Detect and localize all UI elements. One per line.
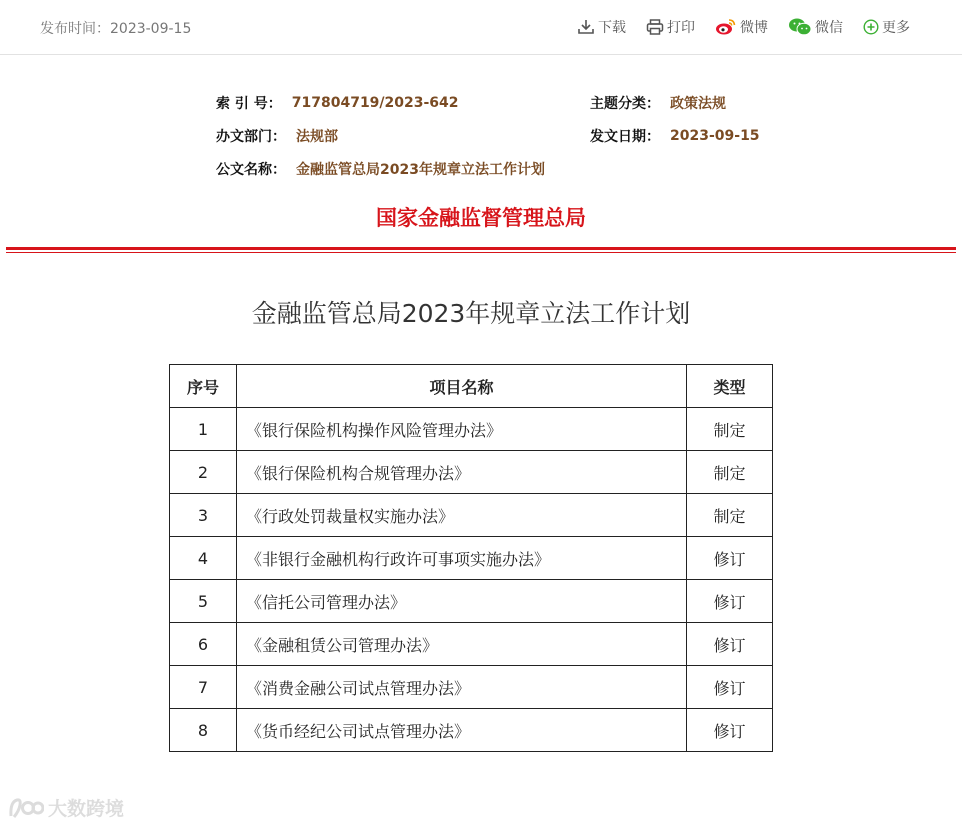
meta-index-no bbox=[216, 86, 545, 119]
meta-value: 717804719/2023-642 bbox=[291, 94, 459, 111]
project-name-text: 《银行保险机构合规管理办法》 bbox=[246, 463, 471, 483]
print-label: 打印 bbox=[667, 20, 695, 36]
row-project-name bbox=[237, 709, 687, 752]
table-row bbox=[170, 709, 773, 752]
meta-key: 索 引 号： bbox=[216, 95, 282, 112]
meta-value: 法规部 bbox=[296, 128, 338, 145]
meta-key: 办文部门： bbox=[216, 128, 286, 145]
table-row bbox=[170, 666, 773, 709]
header-index: 序号 bbox=[170, 365, 237, 408]
red-divider-thin bbox=[6, 252, 956, 253]
table-row bbox=[170, 623, 773, 666]
print-icon bbox=[646, 19, 664, 35]
row-project-name bbox=[237, 666, 687, 709]
doc-meta-right bbox=[590, 86, 760, 152]
meta-value: 金融监管总局2023年规章立法工作计划 bbox=[296, 161, 545, 178]
table-header-row bbox=[170, 365, 773, 408]
row-index: 1 bbox=[170, 408, 237, 451]
meta-key: 公文名称： bbox=[216, 161, 286, 178]
project-name-text: 《货币经纪公司试点管理办法》 bbox=[246, 721, 471, 741]
row-type: 修订 bbox=[687, 623, 773, 666]
meta-value: 政策法规 bbox=[670, 95, 726, 112]
row-project-name bbox=[237, 623, 687, 666]
row-type: 修订 bbox=[687, 580, 773, 623]
row-type: 制定 bbox=[687, 494, 773, 537]
row-project-name bbox=[237, 494, 687, 537]
weibo-label: 微博 bbox=[740, 20, 768, 36]
download-button[interactable] bbox=[577, 17, 626, 37]
row-index: 6 bbox=[170, 623, 237, 666]
row-index: 8 bbox=[170, 709, 237, 752]
legislation-plan-table bbox=[169, 364, 773, 752]
project-name-text: 《金融租赁公司管理办法》 bbox=[246, 635, 439, 655]
wechat-icon bbox=[788, 18, 812, 36]
download-label: 下载 bbox=[598, 20, 626, 36]
watermark-text: 大数跨境 bbox=[48, 798, 125, 820]
row-type: 修订 bbox=[687, 666, 773, 709]
row-index: 3 bbox=[170, 494, 237, 537]
row-index: 2 bbox=[170, 451, 237, 494]
watermark bbox=[8, 794, 124, 821]
more-share-button[interactable] bbox=[863, 17, 910, 37]
row-project-name bbox=[237, 580, 687, 623]
table-row bbox=[170, 580, 773, 623]
top-bar bbox=[0, 0, 962, 55]
plus-circle-icon bbox=[863, 19, 879, 35]
table-row bbox=[170, 408, 773, 451]
wechat-share-button[interactable] bbox=[788, 17, 843, 37]
project-name-text: 《消费金融公司试点管理办法》 bbox=[246, 678, 471, 698]
project-name-text: 《行政处罚裁量权实施办法》 bbox=[246, 506, 455, 526]
publish-time: 发布时间：2023-09-15 bbox=[40, 21, 192, 37]
wechat-label: 微信 bbox=[815, 20, 843, 36]
row-type: 制定 bbox=[687, 408, 773, 451]
row-index: 7 bbox=[170, 666, 237, 709]
project-name-text: 《信托公司管理办法》 bbox=[246, 592, 407, 612]
doc-meta-left bbox=[216, 86, 545, 185]
row-type: 制定 bbox=[687, 451, 773, 494]
meta-key: 主题分类： bbox=[590, 95, 660, 112]
meta-department bbox=[216, 119, 545, 152]
meta-category bbox=[590, 86, 760, 119]
row-index: 5 bbox=[170, 580, 237, 623]
row-type: 修订 bbox=[687, 709, 773, 752]
issuer-heading: 国家金融监督管理总局 bbox=[376, 206, 586, 230]
row-type: 修订 bbox=[687, 537, 773, 580]
table-row bbox=[170, 537, 773, 580]
project-name-text: 《银行保险机构操作风险管理办法》 bbox=[246, 420, 503, 440]
row-index: 4 bbox=[170, 537, 237, 580]
row-project-name bbox=[237, 537, 687, 580]
weibo-share-button[interactable] bbox=[715, 17, 768, 37]
watermark-logo-icon bbox=[8, 796, 44, 820]
share-toolbar bbox=[557, 17, 910, 37]
meta-date bbox=[590, 119, 760, 152]
table-row bbox=[170, 494, 773, 537]
document-title: 金融监管总局2023年规章立法工作计划 bbox=[251, 299, 691, 328]
weibo-icon bbox=[715, 18, 737, 36]
more-label: 更多 bbox=[882, 20, 910, 36]
download-icon bbox=[577, 19, 595, 35]
row-project-name bbox=[237, 451, 687, 494]
header-type: 类型 bbox=[687, 365, 773, 408]
meta-key: 发文日期： bbox=[590, 128, 660, 145]
red-divider bbox=[6, 247, 956, 250]
project-name-text: 《非银行金融机构行政许可事项实施办法》 bbox=[246, 549, 551, 569]
print-button[interactable] bbox=[646, 17, 695, 37]
meta-doc-name bbox=[216, 152, 545, 185]
meta-value: 2023-09-15 bbox=[670, 127, 760, 144]
header-project-name: 项目名称 bbox=[237, 365, 687, 408]
row-project-name bbox=[237, 408, 687, 451]
table-row bbox=[170, 451, 773, 494]
